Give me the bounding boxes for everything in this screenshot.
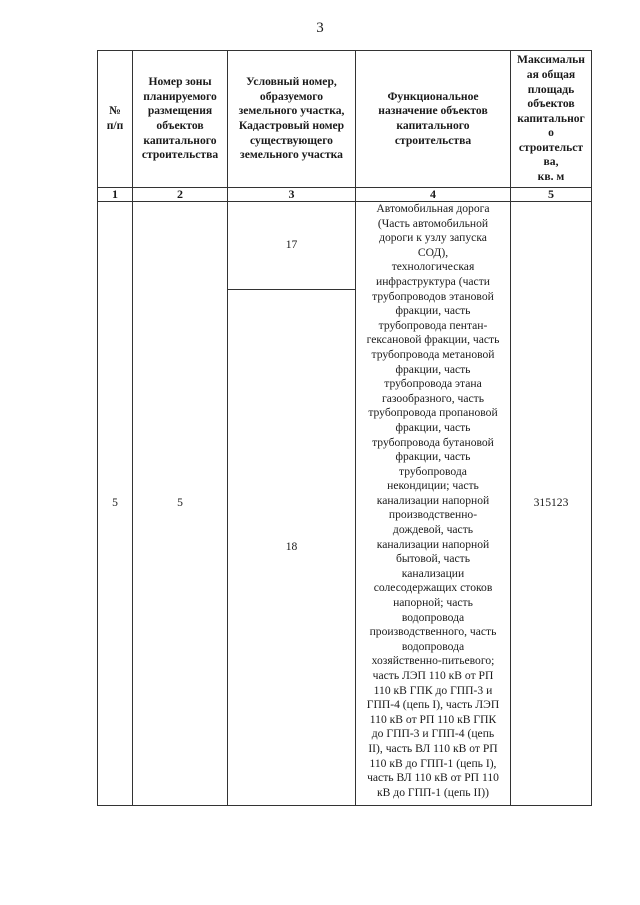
max-area-value: 315123 — [511, 202, 592, 806]
function-line: бытовой, часть — [395, 552, 471, 566]
function-line: фракции, часть — [395, 304, 471, 318]
function-line: трубопровода пропановой — [368, 406, 498, 420]
row-index: 5 — [98, 202, 133, 806]
function-line: канализации напорной — [376, 537, 490, 551]
function-line: газообразного, часть — [382, 391, 484, 405]
function-line: водопровода — [401, 639, 465, 653]
function-line: дороги к узлу запуска — [379, 231, 487, 245]
header-function: Функциональное назначение объектов капитального строительства — [356, 51, 511, 188]
header-max-area: Максимальн ая общая площадь объектов капитальног о строительст ва, кв. м — [511, 51, 592, 188]
plot-number-cell: 17 — [228, 202, 356, 290]
function-line: гексановой фракции, часть — [366, 333, 500, 347]
function-line: (Часть автомобильной — [377, 216, 489, 230]
function-line: 110 кВ ГПК до ГПП-3 и — [373, 683, 493, 697]
function-line: солесодержащих стоков — [373, 581, 493, 595]
function-line: трубопровода бутановой — [372, 435, 494, 449]
column-number: 4 — [356, 188, 511, 202]
function-line: фракции, часть — [395, 450, 471, 464]
function-line: производственно- — [388, 508, 478, 522]
function-line: часть ВЛ 110 кВ от РП 110 — [367, 771, 499, 785]
function-line: трубопроводов этановой — [372, 289, 494, 303]
column-number: 2 — [133, 188, 228, 202]
function-line: трубопровода пентан- — [378, 318, 488, 332]
function-line: трубопровода метановой — [371, 347, 495, 361]
plot-number-cell: 18 — [228, 290, 356, 806]
column-number: 3 — [228, 188, 356, 202]
function-line: СОД), — [417, 245, 449, 259]
function-line: технологическая — [391, 260, 475, 274]
function-line: трубопровода — [399, 464, 467, 478]
header-index: № п/п — [98, 51, 133, 188]
column-number-row — [98, 188, 592, 202]
function-line: канализации напорной — [376, 493, 490, 507]
function-line: 110 кВ до ГПП-1 (цепь I), — [369, 756, 497, 770]
column-number: 5 — [511, 188, 592, 202]
function-description — [356, 202, 511, 806]
function-line: фракции, часть — [395, 420, 471, 434]
function-line: некондиции; часть — [387, 479, 479, 493]
zone-table — [97, 50, 592, 806]
function-line: производственного, часть — [369, 625, 497, 639]
function-line: дождевой, часть — [392, 523, 474, 537]
function-line: канализации — [401, 566, 465, 580]
function-line: до ГПП-3 и ГПП-4 (цепь — [371, 727, 495, 741]
function-line: инфраструктура (части — [376, 274, 490, 288]
header-plot-number: Условный номер, образуемого земельного участка, Кадастровый номер существующего земельного участка — [228, 51, 356, 188]
function-line: напорной; часть — [393, 596, 473, 610]
function-line: ГПП-4 (цепь I), часть ЛЭП — [366, 698, 500, 712]
function-line: водопровода — [401, 610, 465, 624]
column-number: 1 — [98, 188, 133, 202]
function-line: II), часть ВЛ 110 кВ от РП — [368, 741, 498, 755]
function-line: часть ЛЭП 110 кВ от РП — [372, 669, 494, 682]
function-line: хозяйственно-питьевого; — [371, 654, 495, 668]
table-header-row — [98, 51, 592, 188]
header-zone-number: Номер зоны планируемого размещения объектов капитального строительства — [133, 51, 228, 188]
page-number: 3 — [316, 20, 324, 36]
table-row — [98, 202, 592, 290]
function-line: 110 кВ от РП 110 кВ ГПК — [369, 712, 497, 726]
function-line: Автомобильная дорога — [376, 202, 490, 215]
function-line: трубопровода этана — [384, 377, 482, 391]
function-line: кВ до ГПП-1 (цепь II)) — [377, 785, 489, 799]
function-line: фракции, часть — [395, 362, 471, 376]
row-zone: 5 — [133, 202, 228, 806]
